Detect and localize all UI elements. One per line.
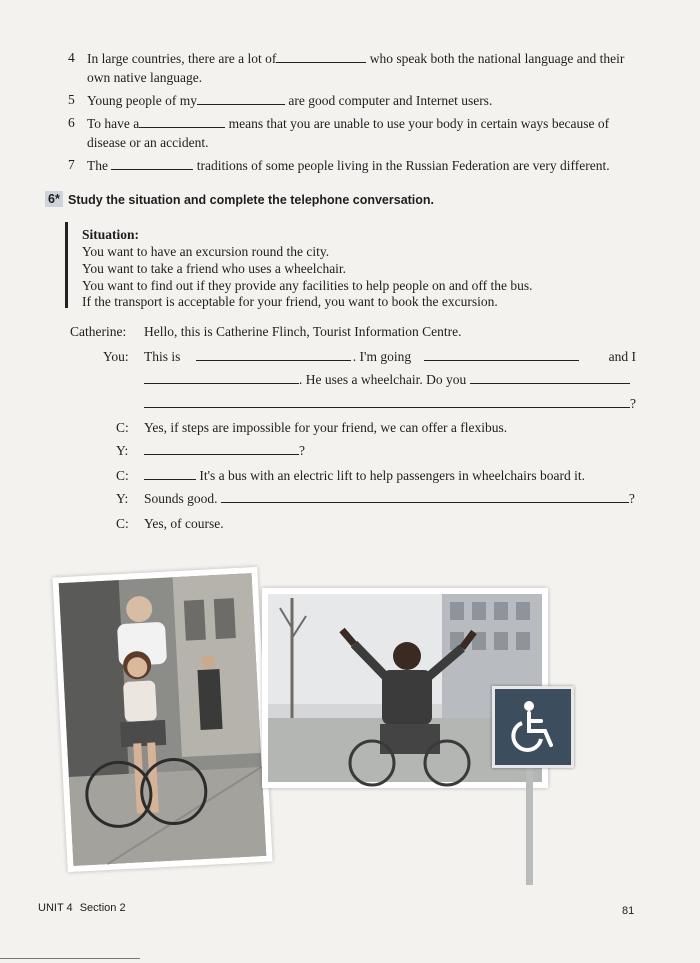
answer-blank[interactable] [470,382,630,384]
bottom-rule [0,958,140,959]
situation-line: You want to take a friend who uses a wheelchair. [82,261,347,276]
situation-line: You want to find out if they provide any facilities to help people on and off the bus. [82,278,533,293]
answer-blank[interactable] [276,61,366,63]
speaker-c: C: [116,468,129,483]
page-number: 81 [622,905,635,917]
unit-label: UNIT 4 [38,902,73,914]
you-line-1 [144,348,636,365]
answer-blank[interactable] [144,406,630,408]
item-6-line [87,115,609,132]
you-line-3 [144,395,636,412]
speaker-you: You: [103,349,129,364]
answer-blank[interactable] [139,126,225,128]
speaker-c: C: [116,420,129,435]
dialogue-text: This is [144,349,181,364]
dialogue-text: and I [608,349,636,364]
photo-woman-in-wheelchair [52,567,272,872]
speaker-c: C: [116,516,129,531]
speaker-y: Y: [116,491,129,506]
item-number: 6 [68,115,75,130]
dialogue-text: ? [628,491,635,506]
item-6-cont: disease or an accident. [87,135,209,150]
item-text: Young people of my [87,93,198,108]
answer-blank[interactable] [111,168,193,170]
dialogue-text: . He uses a wheelchair. Do you [299,372,467,387]
situation-bar [65,222,68,308]
dialogue-text: It's a bus with an electric lift to help passengers in wheelchairs board it. [199,468,585,483]
item-text: traditions of some people living in the Russian Federation are very different. [196,158,610,173]
answer-blank[interactable] [144,453,299,455]
item-text: are good computer and Internet users. [288,93,493,108]
wheelchair-sign [492,686,574,768]
item-text: means that you are unable to use your body in certain ways because of [228,116,610,131]
photo-woman-in-wheelchair-image [52,567,272,872]
c-line [144,467,585,484]
answer-blank[interactable] [144,478,196,480]
item-4-cont: own native language. [87,70,203,85]
item-text: The [87,158,108,173]
c-line: Yes, of course. [144,516,224,531]
you-line-2 [144,371,630,388]
item-4-line [87,50,624,67]
dialogue-text: Sounds good. [144,491,218,506]
speaker-y: Y: [116,443,129,458]
dialogue-text: . I'm going [352,349,412,364]
situation-heading: Situation: [82,227,140,242]
answer-blank[interactable] [144,382,299,384]
item-5-line [87,92,492,109]
c-line: Yes, if steps are impossible for your friend, we can offer a flexibus. [144,420,508,435]
item-number: 7 [68,157,75,172]
sign-pole [526,760,533,885]
catherine-line: Hello, this is Catherine Flinch, Tourist Information Centre. [144,324,462,339]
dialogue-text: ? [630,396,636,411]
speaker-catherine: Catherine: [70,324,127,339]
situation-line: If the transport is acceptable for your friend, you want to book the excursion. [82,294,498,309]
answer-blank[interactable] [197,103,285,105]
item-number: 4 [68,50,75,65]
exercise-number-badge: 6* [45,191,63,207]
y-line [144,442,305,459]
y-line [144,490,635,507]
item-number: 5 [68,92,75,107]
situation-line: You want to have an excursion round the city. [82,244,330,259]
section-label: Section 2 [79,902,126,914]
footer-unit [38,902,126,914]
dialogue-text: ? [299,443,305,458]
wheelchair-icon [495,689,571,765]
exercise-title: Study the situation and complete the telephone conversation. [68,193,435,207]
item-7-line [87,157,610,174]
item-text: To have a [87,116,140,131]
item-text: In large countries, there are a lot of [87,51,277,66]
item-text: who speak both the national language and their [369,51,625,66]
answer-blank[interactable] [221,501,629,503]
answer-blank[interactable] [424,359,579,361]
answer-blank[interactable] [196,359,351,361]
